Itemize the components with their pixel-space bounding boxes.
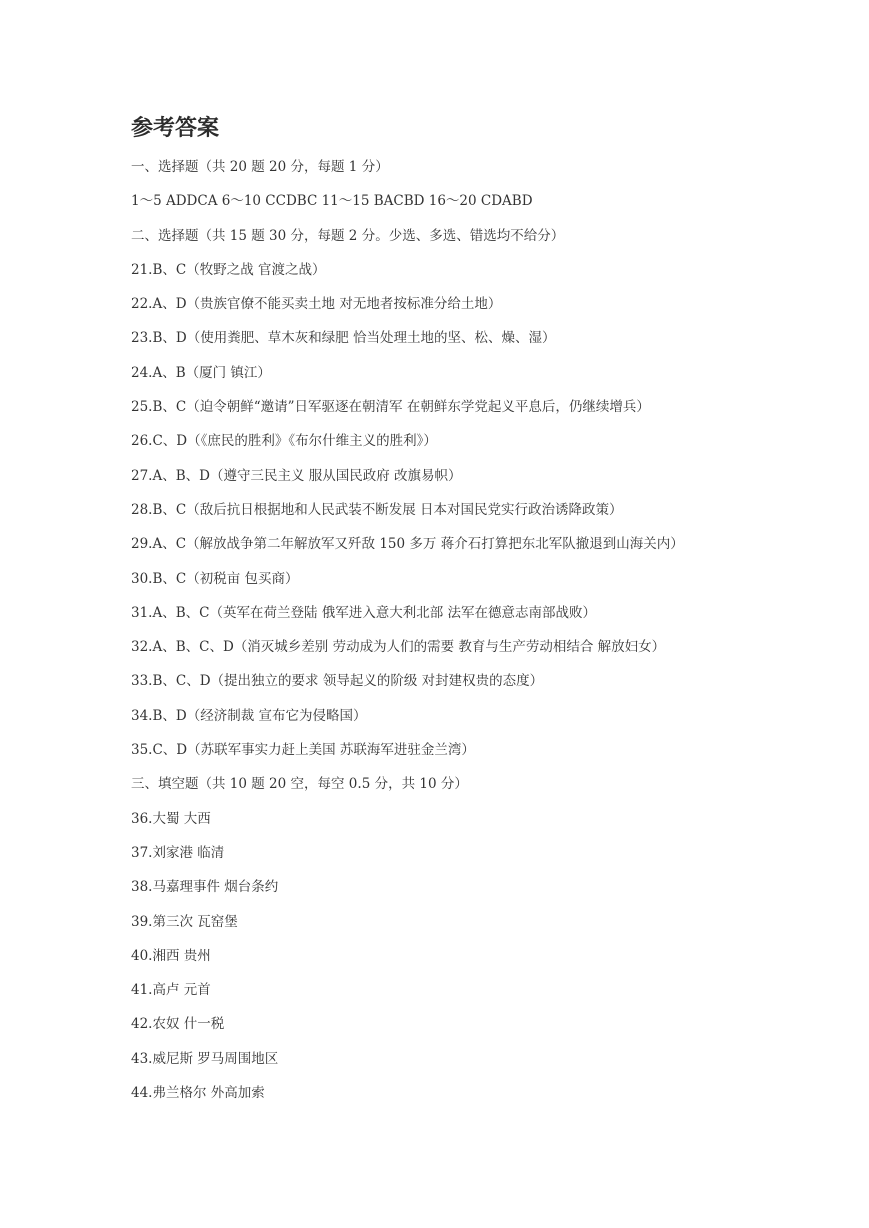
answer-line-29: 29.A、C（解放战争第二年解放军又歼敌 150 多万 蒋介石打算把东北军队撤退到山海关内）	[131, 536, 684, 553]
answer-line-34: 34.B、D（经济制裁 宣布它为侵略国）	[131, 707, 367, 724]
answer-line-1-20: 1～5 ADDCA 6～10 CCDBC 11～15 BACBD 16～20 CDABD	[131, 193, 533, 210]
answer-line-31: 31.A、B、C（英军在荷兰登陆 俄军进入意大利北部 法军在德意志南部战败）	[131, 604, 597, 621]
answer-line-32: 32.A、B、C、D（消灭城乡差别 劳动成为人们的需要 教育与生产劳动相结合 解放妇女）	[131, 639, 666, 656]
page-title: 参考答案	[131, 116, 220, 141]
answer-line-35: 35.C、D（苏联军事实力赶上美国 苏联海军进驻金兰湾）	[131, 742, 475, 759]
answer-line-41: 41.高卢 元首	[131, 982, 211, 999]
answer-line-28: 28.B、C（敌后抗日根据地和人民武装不断发展 日本对国民党实行政治诱降政策）	[131, 501, 623, 518]
answer-line-39: 39.第三次 瓦窑堡	[131, 913, 238, 930]
answer-line-36: 36.大蜀 大西	[131, 810, 211, 827]
section-heading-1: 一、选择题（共 20 题 20 分，每题 1 分）	[131, 159, 389, 175]
answer-line-24: 24.A、B（厦门 镇江）	[131, 364, 271, 381]
answer-line-25: 25.B、C（迫令朝鲜“邀请”日军驱逐在朝清军 在朝鲜东学党起义平息后，仍继续增兵）	[131, 399, 650, 416]
section-heading-3: 三、填空题（共 10 题 20 空，每空 0.5 分，共 10 分）	[131, 776, 468, 793]
answer-line-42: 42.农奴 什一税	[131, 1016, 225, 1033]
section-heading-2: 二、选择题（共 15 题 30 分，每题 2 分。少选、多选、错选均不给分）	[131, 227, 565, 244]
answer-line-33: 33.B、C、D（提出独立的要求 领导起义的阶级 对封建权贵的态度）	[131, 673, 544, 690]
answer-line-26: 26.C、D（《庶民的胜利》《布尔什维主义的胜利》）	[131, 433, 437, 450]
answer-line-21: 21.B、C（牧野之战 官渡之战）	[131, 261, 326, 278]
answer-line-43: 43.威尼斯 罗马周围地区	[131, 1050, 279, 1067]
answer-line-23: 23.B、D（使用粪肥、草木灰和绿肥 恰当处理土地的坚、松、燥、湿）	[131, 330, 556, 347]
answer-line-38: 38.马嘉理事件 烟台条约	[131, 879, 279, 896]
answer-line-37: 37.刘家港 临清	[131, 844, 225, 861]
answer-line-40: 40.湘西 贵州	[131, 947, 211, 964]
answer-line-30: 30.B、C（初税亩 包买商）	[131, 570, 299, 587]
answer-key-content	[131, 112, 811, 1110]
answer-line-27: 27.A、B、D（遵守三民主义 服从国民政府 改旗易帜）	[131, 467, 462, 484]
answer-line-44: 44.弗兰格尔 外高加索	[131, 1085, 265, 1102]
answer-line-22: 22.A、D（贵族官僚不能买卖土地 对无地者按标准分给土地）	[131, 296, 502, 313]
